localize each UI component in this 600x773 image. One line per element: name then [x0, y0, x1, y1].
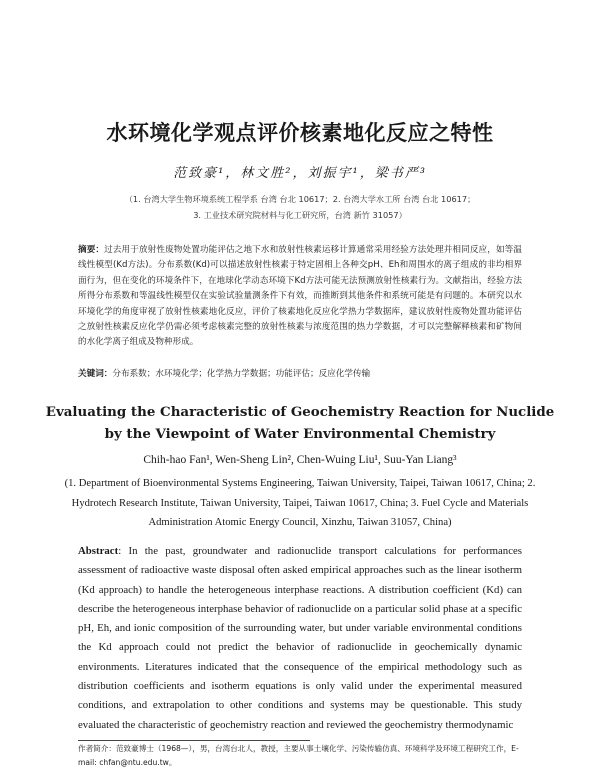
chinese-affiliation-line-2: 3. 工业技术研究院材料与化工研究所，台湾 新竹 31057） [193, 210, 407, 220]
chinese-abstract-text: 过去用于放射性废物处置功能评估之地下水和放射性核素运移计算通常采用经验方法处理并相同反应，如等温线性模型(Kd方法)。分布系数(Kd)可以描述放射性核素于特定固相上各种交pH、Eh和周围水的离子组成的非均相界面行为，但在变化的环境条件下，在地球化学动态环境下Kd方法可能无法预测放射性核素行为。文献指出，经验方法所得分布系数和等温线性模型仅在实验试验量测条件下有效，而推断到其他条件和系统可能是有问题的。本研究以水环境化学的角度审视了放射性核素地化反应，评价了核素地化反应化学热力学数据库，建议放射性废物处置功能评估之放射性核素反应化学仍需必须考虑核素完整的放射性核素与浓度范围的热力学数据，才可以完整解释核素和矿物间的水化学离子组成及物种形成。 [78, 245, 522, 348]
english-abstract [78, 542, 522, 735]
chinese-keywords [78, 367, 522, 379]
english-authors: Chih-hao Fan¹, Wen-Sheng Lin², Chen-Wuing Liu¹, Suu-Yan Liang³ [143, 454, 457, 466]
english-abstract-label: Abstract [78, 545, 119, 557]
chinese-abstract-label: 摘要： [78, 245, 105, 255]
chinese-keywords-text: 分布系数；水环境化学；化学热力学数据；功能评估；反应化学传输 [112, 369, 371, 379]
footnote-divider [78, 740, 310, 741]
chinese-abstract [78, 243, 522, 351]
english-title: Evaluating the Characteristic of Geochemistry Reaction for Nuclide by the Viewpoint of Water Environmental Chemistry [45, 404, 555, 442]
chinese-title: 水环境化学观点评价核素地化反应之特性 [106, 120, 494, 145]
chinese-authors: 范致豪¹，林文胜²，刘振宇¹，梁书严³ [173, 166, 427, 181]
chinese-affiliation-line-1: （1. 台湾大学生物环境系统工程学系 台湾 台北 10617；2. 台湾大学水工所 台湾 台北 10617； [124, 194, 476, 204]
english-affiliations: (1. Department of Bioenvironmental Systems Engineering, Taiwan University, Taipei, Taiwan 10617, China; 2. Hydrotech Research Institute, Taiwan University, Taipei, Taiwan 10617, China; 3. Fuel Cycle and Materials Administration Atomic Energy Council, Xinzhu, Taiwan 31057, China) [64, 478, 536, 529]
author-footnote: 作者简介：范致豪博士（1968—），男，台湾台北人，教授，主要从事土壤化学、污染传输仿真、环境科学及环境工程研究工作，E-mail: chfan@ntu.edu.tw。 [78, 744, 519, 767]
english-abstract-text: : In the past, groundwater and radionuclide transport calculations for performances assessment of radioactive waste disposal often asked empirical approaches such as the linear isotherm (Kd approach) to handle the heterogeneous interphase reactions. A distribution coefficient (Kd) can describe the heterogeneous interphase behavior of radionuclide on a particular solid phase at a specific pH, Eh, and ionic composition of the surrounding water, but under variable environmental conditions the Kd approach could not predict the behavior of radionuclide in geochemically dynamic environments. Literatures indicated that the consequence of the empirical methodology such as distribution coefficients and isotherm equations is only valid under the experimental measured conditions, and extrapolation to other conditions and systems may be questionable. This study evaluated the characteristic of geochemistry reaction and reviewed the geochemistry thermodynamic [78, 545, 522, 731]
chinese-keywords-label: 关键词： [78, 369, 113, 379]
